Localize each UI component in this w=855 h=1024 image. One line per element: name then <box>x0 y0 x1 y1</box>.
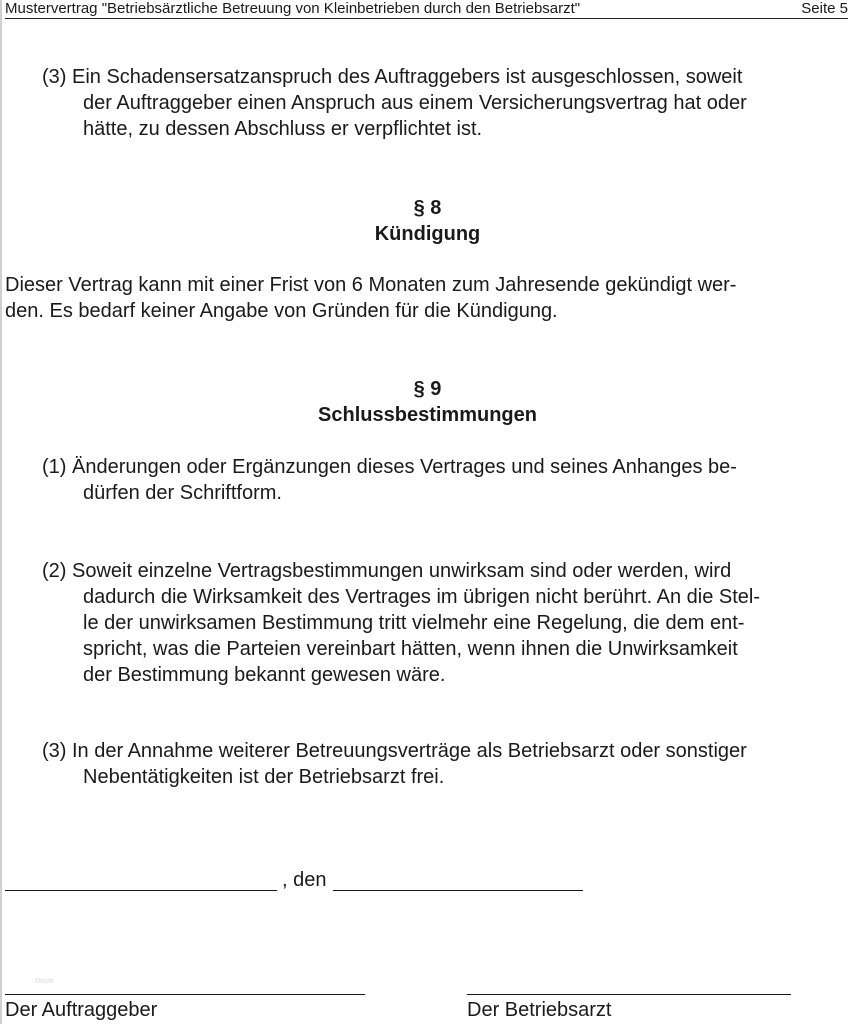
paragraph-line: (3) In der Annahme weiterer Betreuungsverträge als Betriebsarzt oder sonstiger <box>42 740 747 762</box>
paragraph-line: Dieser Vertrag kann mit einer Frist von 6 Monaten zum Jahresende gekündigt wer- <box>5 274 737 296</box>
header-page-number: Seite 5 <box>801 0 848 17</box>
place-date-label: , den <box>282 869 327 891</box>
doctor-signature-line[interactable] <box>467 994 791 995</box>
paragraph-line: der Auftraggeber einen Anspruch aus einem Versicherungsvertrag hat oder <box>83 92 747 114</box>
section-9-title: Schlussbestimmungen <box>318 404 537 426</box>
place-blank-line[interactable] <box>5 890 277 891</box>
page-header <box>5 0 848 19</box>
paragraph-line: dadurch die Wirksamkeit des Vertrages im übrigen nicht berührt. An die Stel- <box>83 586 760 608</box>
section-8-number: § 8 <box>413 197 442 219</box>
paragraph-line: (1) Änderungen oder Ergänzungen dieses Vertrages und seines Anhanges be- <box>42 456 737 478</box>
paragraph-line: le der unwirksamen Bestimmung tritt vielmehr eine Regelung, die dem ent- <box>83 612 745 634</box>
paragraph-line: spricht, was die Parteien vereinbart hätten, wenn ihnen die Unwirksamkeit <box>83 638 738 660</box>
doctor-signature-label: Der Betriebsarzt <box>467 999 612 1021</box>
faint-watermark-text: Muste <box>35 978 55 985</box>
client-signature-label: Der Auftraggeber <box>5 999 158 1021</box>
paragraph-line: dürfen der Schriftform. <box>83 482 282 504</box>
header-title: Mustervertrag "Betriebsärztliche Betreuung von Kleinbetrieben durch den Betriebsarzt" <box>5 0 581 17</box>
section-9-number: § 9 <box>413 378 442 400</box>
client-signature-line[interactable] <box>5 994 365 995</box>
paragraph-line: (3) Ein Schadensersatzanspruch des Auftraggebers ist ausgeschlossen, soweit <box>42 66 743 88</box>
paragraph-9-1 <box>42 454 737 506</box>
section-8-body <box>5 272 736 324</box>
section-8-title: Kündigung <box>374 223 481 245</box>
paragraph-line: der Bestimmung bekannt gewesen wäre. <box>83 664 446 686</box>
date-blank-line[interactable] <box>333 890 583 891</box>
paragraph-line: den. Es bedarf keiner Angabe von Gründen für die Kündigung. <box>5 300 558 322</box>
left-edge-rule <box>0 0 2 1024</box>
paragraph-line: Nebentätigkeiten ist der Betriebsarzt frei. <box>83 766 445 788</box>
paragraph-9-3 <box>42 738 747 790</box>
paragraph-line: (2) Soweit einzelne Vertragsbestimmungen unwirksam sind oder werden, wird <box>42 560 732 582</box>
paragraph-7-3 <box>42 64 747 142</box>
paragraph-line: hätte, zu dessen Abschluss er verpflichtet ist. <box>83 118 483 140</box>
paragraph-9-2 <box>42 558 760 688</box>
